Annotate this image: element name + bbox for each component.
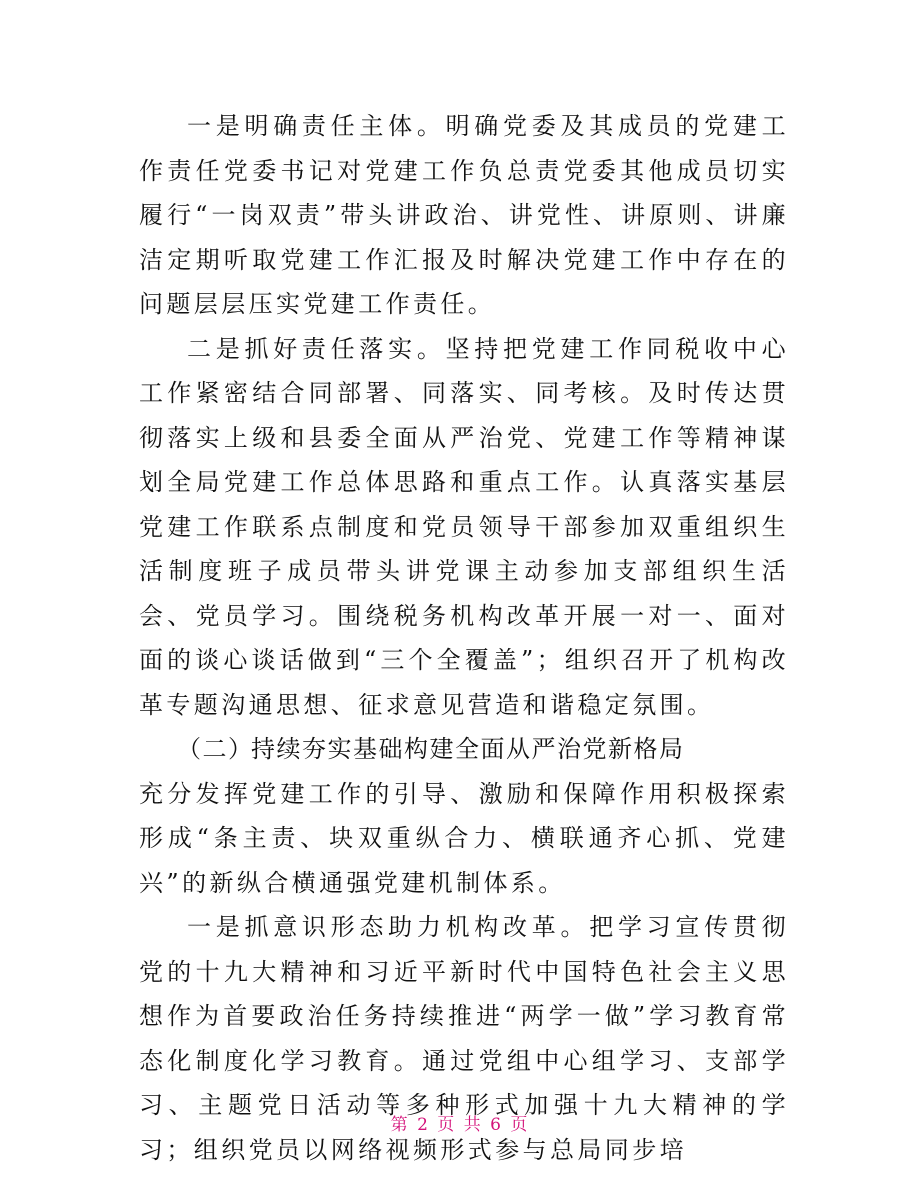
section-heading: [139, 727, 789, 772]
section-title: 持续夯实基础构建全面从严治党新格局: [251, 735, 685, 763]
paragraph-responsibility-implementation: 二是抓好责任落实。坚持把党建工作同税收中心工作紧密结合同部署、同落实、同考核。及时传达贯彻落实上级和县委全面从严治党、党建工作等精神谋划全局党建工作总体思路和重点工作。认真落实基层党建工作联系点制度和党员领导干部参加双重组织生活制度班子成员带头讲党课主动参加支部组织生活会、党员学习。围绕税务机构改革开展一对一、面对面的谈心谈话做到“三个全覆盖”；组织召开了机构改革专题沟通思想、征求意见营造和谐稳定氛围。: [139, 334, 789, 719]
page-number-footer: 第 2 页 共 6 页: [390, 1115, 530, 1135]
section-intro-paragraph: 充分发挥党建工作的引导、激励和保障作用积极探索形成“条主责、块双重纵合力、横联通齐心抓、党建兴”的新纵合横通强党建机制体系。: [139, 779, 789, 897]
section-number: （二）: [177, 735, 254, 763]
paragraph-ideology: 一是抓意识形态助力机构改革。把学习宣传贯彻党的十九大精神和习近平新时代中国特色社会主义思想作为首要政治任务持续推进“两学一做”学习教育常态化制度化学习教育。通过党组中心组学习、支部学习、主题党日活动等多种形式加强十九大精神的学习；组织党员以网络视频形式参与总局同步培: [139, 913, 789, 1164]
document-body: [139, 104, 789, 1172]
paragraph-responsibility-subject: 一是明确责任主体。明确党委及其成员的党建工作责任党委书记对党建工作负总责党委其他成员切实履行“一岗双责”带头讲政治、讲党性、讲原则、讲廉洁定期听取党建工作汇报及时解决党建工作中存在的问题层层压实党建工作责任。: [139, 112, 789, 318]
